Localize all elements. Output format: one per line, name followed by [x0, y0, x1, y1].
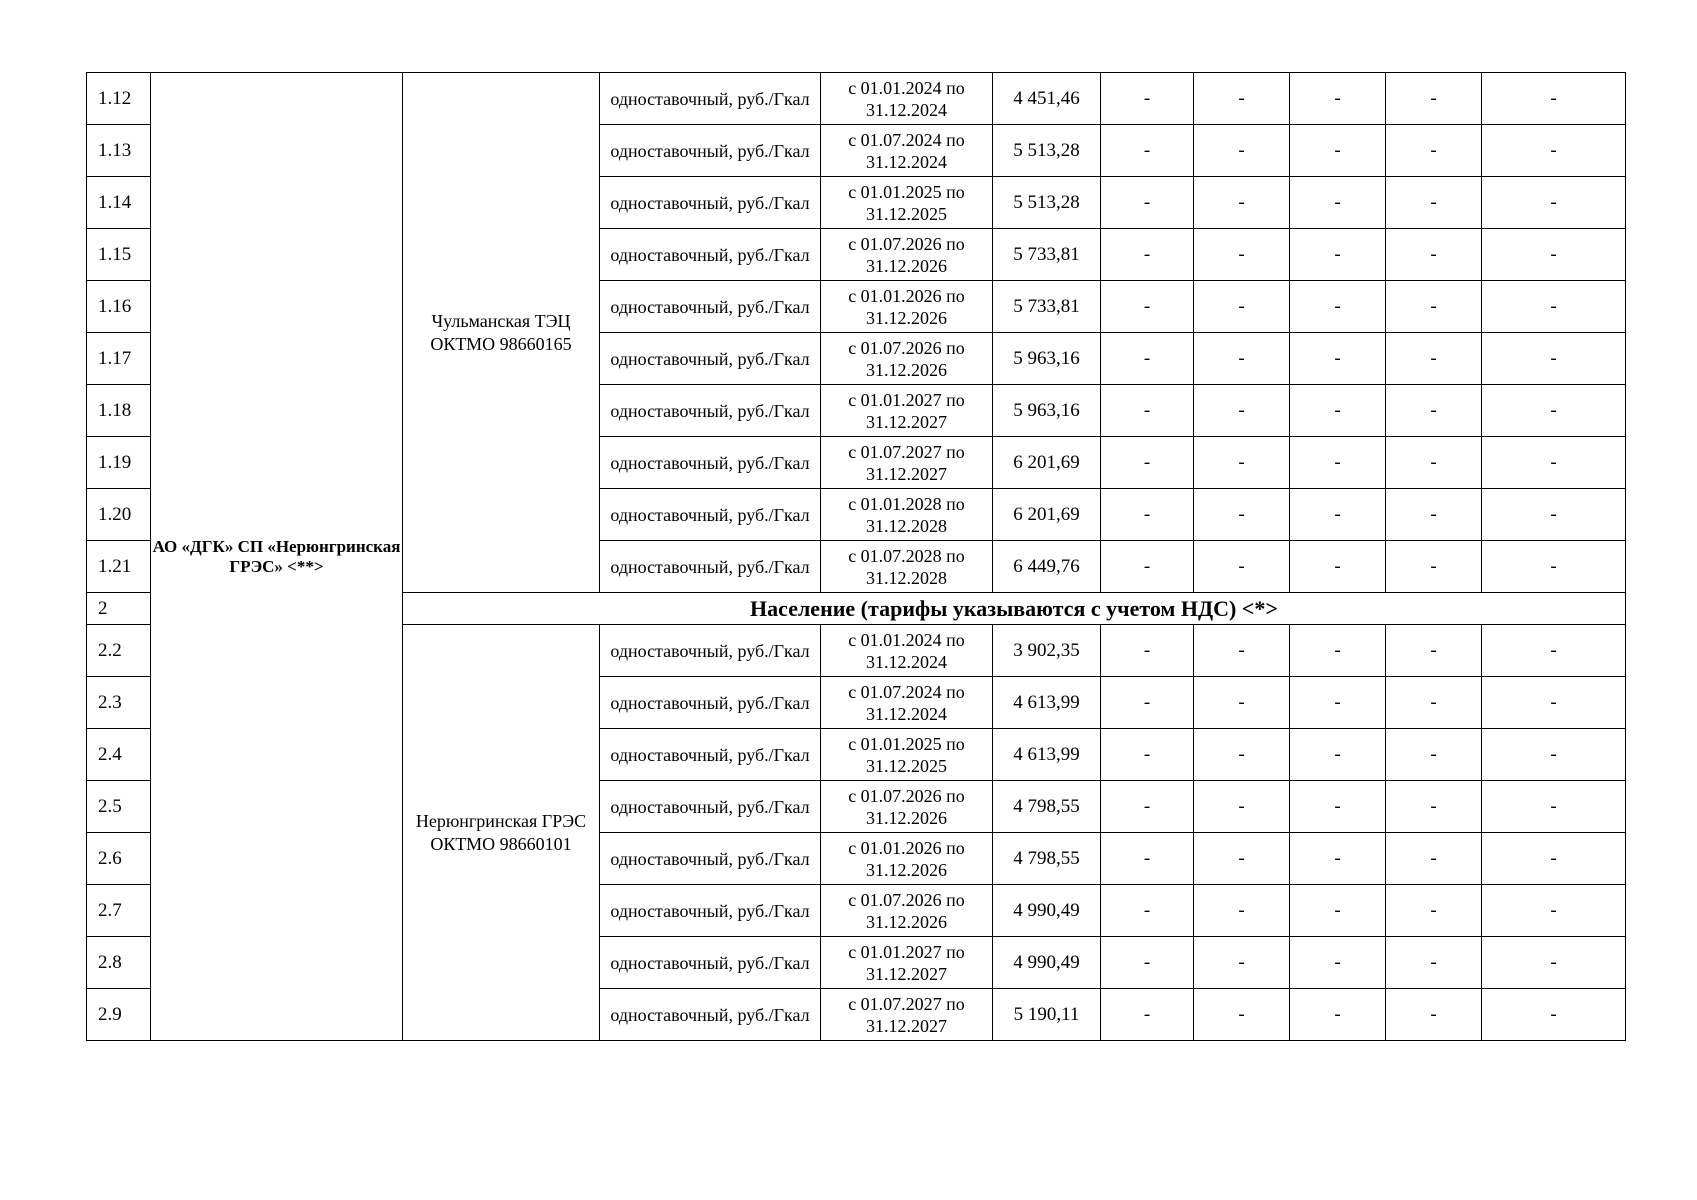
tariff-type-cell: одноставочный, руб./Гкал	[600, 885, 821, 937]
empty-value-cell: -	[1482, 989, 1626, 1041]
period-cell: с 01.01.2027 по 31.12.2027	[821, 385, 993, 437]
empty-value-cell: -	[1290, 73, 1386, 125]
tariff-value-cell: 5 963,16	[993, 333, 1101, 385]
empty-value-cell: -	[1386, 125, 1482, 177]
period-cell: с 01.01.2028 по 31.12.2028	[821, 489, 993, 541]
empty-value-cell: -	[1101, 781, 1194, 833]
empty-value-cell: -	[1290, 937, 1386, 989]
row-number: 1.15	[87, 229, 151, 281]
row-number: 1.13	[87, 125, 151, 177]
empty-value-cell: -	[1482, 833, 1626, 885]
empty-value-cell: -	[1101, 541, 1194, 593]
empty-value-cell: -	[1101, 833, 1194, 885]
period-cell: с 01.07.2027 по 31.12.2027	[821, 989, 993, 1041]
tariff-type-cell: одноставочный, руб./Гкал	[600, 489, 821, 541]
tariff-type-cell: одноставочный, руб./Гкал	[600, 437, 821, 489]
empty-value-cell: -	[1290, 677, 1386, 729]
tariff-table-body	[87, 73, 1626, 1041]
period-cell: с 01.01.2026 по 31.12.2026	[821, 281, 993, 333]
row-number: 2.9	[87, 989, 151, 1041]
empty-value-cell: -	[1194, 385, 1290, 437]
empty-value-cell: -	[1482, 489, 1626, 541]
empty-value-cell: -	[1386, 625, 1482, 677]
empty-value-cell: -	[1386, 437, 1482, 489]
tariff-value-cell: 5 190,11	[993, 989, 1101, 1041]
empty-value-cell: -	[1482, 625, 1626, 677]
empty-value-cell: -	[1482, 781, 1626, 833]
empty-value-cell: -	[1482, 177, 1626, 229]
period-cell: с 01.07.2026 по 31.12.2026	[821, 781, 993, 833]
row-number: 2	[87, 593, 151, 625]
empty-value-cell: -	[1290, 833, 1386, 885]
empty-value-cell: -	[1386, 989, 1482, 1041]
period-cell: с 01.01.2025 по 31.12.2025	[821, 177, 993, 229]
empty-value-cell: -	[1386, 781, 1482, 833]
row-number: 1.18	[87, 385, 151, 437]
row-number: 2.6	[87, 833, 151, 885]
row-number: 2.3	[87, 677, 151, 729]
tariff-type-cell: одноставочный, руб./Гкал	[600, 729, 821, 781]
empty-value-cell: -	[1386, 333, 1482, 385]
row-number: 1.12	[87, 73, 151, 125]
empty-value-cell: -	[1290, 281, 1386, 333]
tariff-value-cell: 4 613,99	[993, 729, 1101, 781]
empty-value-cell: -	[1101, 177, 1194, 229]
section-title: Население (тарифы указываются с учетом НДС) <*>	[403, 593, 1626, 625]
empty-value-cell: -	[1482, 937, 1626, 989]
empty-value-cell: -	[1194, 729, 1290, 781]
tariff-value-cell: 3 902,35	[993, 625, 1101, 677]
tariff-value-cell: 4 990,49	[993, 885, 1101, 937]
tariff-value-cell: 4 451,46	[993, 73, 1101, 125]
empty-value-cell: -	[1101, 489, 1194, 541]
empty-value-cell: -	[1101, 229, 1194, 281]
period-cell: с 01.01.2027 по 31.12.2027	[821, 937, 993, 989]
empty-value-cell: -	[1194, 281, 1290, 333]
empty-value-cell: -	[1290, 541, 1386, 593]
tariff-value-cell: 5 963,16	[993, 385, 1101, 437]
empty-value-cell: -	[1386, 177, 1482, 229]
empty-value-cell: -	[1482, 73, 1626, 125]
empty-value-cell: -	[1194, 989, 1290, 1041]
tariff-type-cell: одноставочный, руб./Гкал	[600, 333, 821, 385]
empty-value-cell: -	[1482, 437, 1626, 489]
row-number: 2.7	[87, 885, 151, 937]
row-number: 1.19	[87, 437, 151, 489]
period-cell: с 01.01.2024 по 31.12.2024	[821, 625, 993, 677]
empty-value-cell: -	[1290, 885, 1386, 937]
tariff-table	[86, 72, 1626, 1041]
period-cell: с 01.01.2024 по 31.12.2024	[821, 73, 993, 125]
tariff-type-cell: одноставочный, руб./Гкал	[600, 541, 821, 593]
row-number: 1.21	[87, 541, 151, 593]
tariff-type-cell: одноставочный, руб./Гкал	[600, 177, 821, 229]
empty-value-cell: -	[1386, 281, 1482, 333]
empty-value-cell: -	[1194, 541, 1290, 593]
tariff-value-cell: 5 733,81	[993, 229, 1101, 281]
empty-value-cell: -	[1290, 125, 1386, 177]
empty-value-cell: -	[1194, 125, 1290, 177]
period-cell: с 01.07.2028 по 31.12.2028	[821, 541, 993, 593]
empty-value-cell: -	[1194, 625, 1290, 677]
empty-value-cell: -	[1194, 781, 1290, 833]
organization-cell: АО «ДГК» СП «Нерюнгринская ГРЭС» <**>	[151, 73, 403, 1041]
row-number: 1.16	[87, 281, 151, 333]
empty-value-cell: -	[1194, 73, 1290, 125]
period-cell: с 01.01.2025 по 31.12.2025	[821, 729, 993, 781]
empty-value-cell: -	[1101, 333, 1194, 385]
empty-value-cell: -	[1386, 677, 1482, 729]
empty-value-cell: -	[1290, 229, 1386, 281]
tariff-type-cell: одноставочный, руб./Гкал	[600, 125, 821, 177]
tariff-type-cell: одноставочный, руб./Гкал	[600, 833, 821, 885]
empty-value-cell: -	[1194, 677, 1290, 729]
tariff-value-cell: 6 201,69	[993, 489, 1101, 541]
tariff-value-cell: 4 990,49	[993, 937, 1101, 989]
row-number: 2.5	[87, 781, 151, 833]
empty-value-cell: -	[1101, 729, 1194, 781]
tariff-value-cell: 6 201,69	[993, 437, 1101, 489]
empty-value-cell: -	[1386, 73, 1482, 125]
tariff-value-cell: 4 798,55	[993, 833, 1101, 885]
period-cell: с 01.07.2024 по 31.12.2024	[821, 677, 993, 729]
empty-value-cell: -	[1386, 541, 1482, 593]
empty-value-cell: -	[1482, 677, 1626, 729]
empty-value-cell: -	[1482, 229, 1626, 281]
table-row	[87, 73, 1626, 125]
empty-value-cell: -	[1290, 781, 1386, 833]
heat-source-cell: Чульманская ТЭЦ ОКТМО 98660165	[403, 73, 600, 593]
empty-value-cell: -	[1194, 937, 1290, 989]
tariff-type-cell: одноставочный, руб./Гкал	[600, 937, 821, 989]
tariff-type-cell: одноставочный, руб./Гкал	[600, 989, 821, 1041]
empty-value-cell: -	[1482, 729, 1626, 781]
row-number: 2.4	[87, 729, 151, 781]
tariff-type-cell: одноставочный, руб./Гкал	[600, 229, 821, 281]
empty-value-cell: -	[1386, 729, 1482, 781]
empty-value-cell: -	[1290, 625, 1386, 677]
empty-value-cell: -	[1482, 385, 1626, 437]
tariff-type-cell: одноставочный, руб./Гкал	[600, 281, 821, 333]
tariff-value-cell: 5 513,28	[993, 177, 1101, 229]
period-cell: с 01.07.2026 по 31.12.2026	[821, 229, 993, 281]
empty-value-cell: -	[1482, 281, 1626, 333]
empty-value-cell: -	[1482, 125, 1626, 177]
row-number: 1.14	[87, 177, 151, 229]
empty-value-cell: -	[1290, 385, 1386, 437]
empty-value-cell: -	[1290, 333, 1386, 385]
empty-value-cell: -	[1386, 833, 1482, 885]
empty-value-cell: -	[1386, 229, 1482, 281]
empty-value-cell: -	[1194, 489, 1290, 541]
period-cell: с 01.01.2026 по 31.12.2026	[821, 833, 993, 885]
empty-value-cell: -	[1386, 489, 1482, 541]
period-cell: с 01.07.2027 по 31.12.2027	[821, 437, 993, 489]
empty-value-cell: -	[1194, 229, 1290, 281]
empty-value-cell: -	[1194, 437, 1290, 489]
period-cell: с 01.07.2026 по 31.12.2026	[821, 333, 993, 385]
tariff-type-cell: одноставочный, руб./Гкал	[600, 677, 821, 729]
empty-value-cell: -	[1482, 333, 1626, 385]
empty-value-cell: -	[1194, 333, 1290, 385]
tariff-value-cell: 4 798,55	[993, 781, 1101, 833]
empty-value-cell: -	[1101, 73, 1194, 125]
empty-value-cell: -	[1386, 885, 1482, 937]
row-number: 1.20	[87, 489, 151, 541]
tariff-type-cell: одноставочный, руб./Гкал	[600, 73, 821, 125]
empty-value-cell: -	[1482, 885, 1626, 937]
empty-value-cell: -	[1101, 281, 1194, 333]
period-cell: с 01.07.2026 по 31.12.2026	[821, 885, 993, 937]
tariff-type-cell: одноставочный, руб./Гкал	[600, 385, 821, 437]
empty-value-cell: -	[1290, 437, 1386, 489]
empty-value-cell: -	[1101, 989, 1194, 1041]
empty-value-cell: -	[1290, 729, 1386, 781]
empty-value-cell: -	[1194, 885, 1290, 937]
empty-value-cell: -	[1101, 937, 1194, 989]
empty-value-cell: -	[1101, 125, 1194, 177]
empty-value-cell: -	[1101, 885, 1194, 937]
empty-value-cell: -	[1101, 625, 1194, 677]
empty-value-cell: -	[1290, 177, 1386, 229]
heat-source-cell: Нерюнгринская ГРЭС ОКТМО 98660101	[403, 625, 600, 1041]
empty-value-cell: -	[1101, 385, 1194, 437]
empty-value-cell: -	[1290, 989, 1386, 1041]
document-page	[86, 72, 1626, 1041]
period-cell: с 01.07.2024 по 31.12.2024	[821, 125, 993, 177]
empty-value-cell: -	[1386, 385, 1482, 437]
row-number: 2.2	[87, 625, 151, 677]
tariff-value-cell: 4 613,99	[993, 677, 1101, 729]
empty-value-cell: -	[1194, 177, 1290, 229]
empty-value-cell: -	[1290, 489, 1386, 541]
tariff-value-cell: 6 449,76	[993, 541, 1101, 593]
tariff-type-cell: одноставочный, руб./Гкал	[600, 781, 821, 833]
row-number: 2.8	[87, 937, 151, 989]
empty-value-cell: -	[1482, 541, 1626, 593]
empty-value-cell: -	[1194, 833, 1290, 885]
tariff-value-cell: 5 513,28	[993, 125, 1101, 177]
empty-value-cell: -	[1386, 937, 1482, 989]
empty-value-cell: -	[1101, 677, 1194, 729]
tariff-value-cell: 5 733,81	[993, 281, 1101, 333]
tariff-type-cell: одноставочный, руб./Гкал	[600, 625, 821, 677]
empty-value-cell: -	[1101, 437, 1194, 489]
row-number: 1.17	[87, 333, 151, 385]
